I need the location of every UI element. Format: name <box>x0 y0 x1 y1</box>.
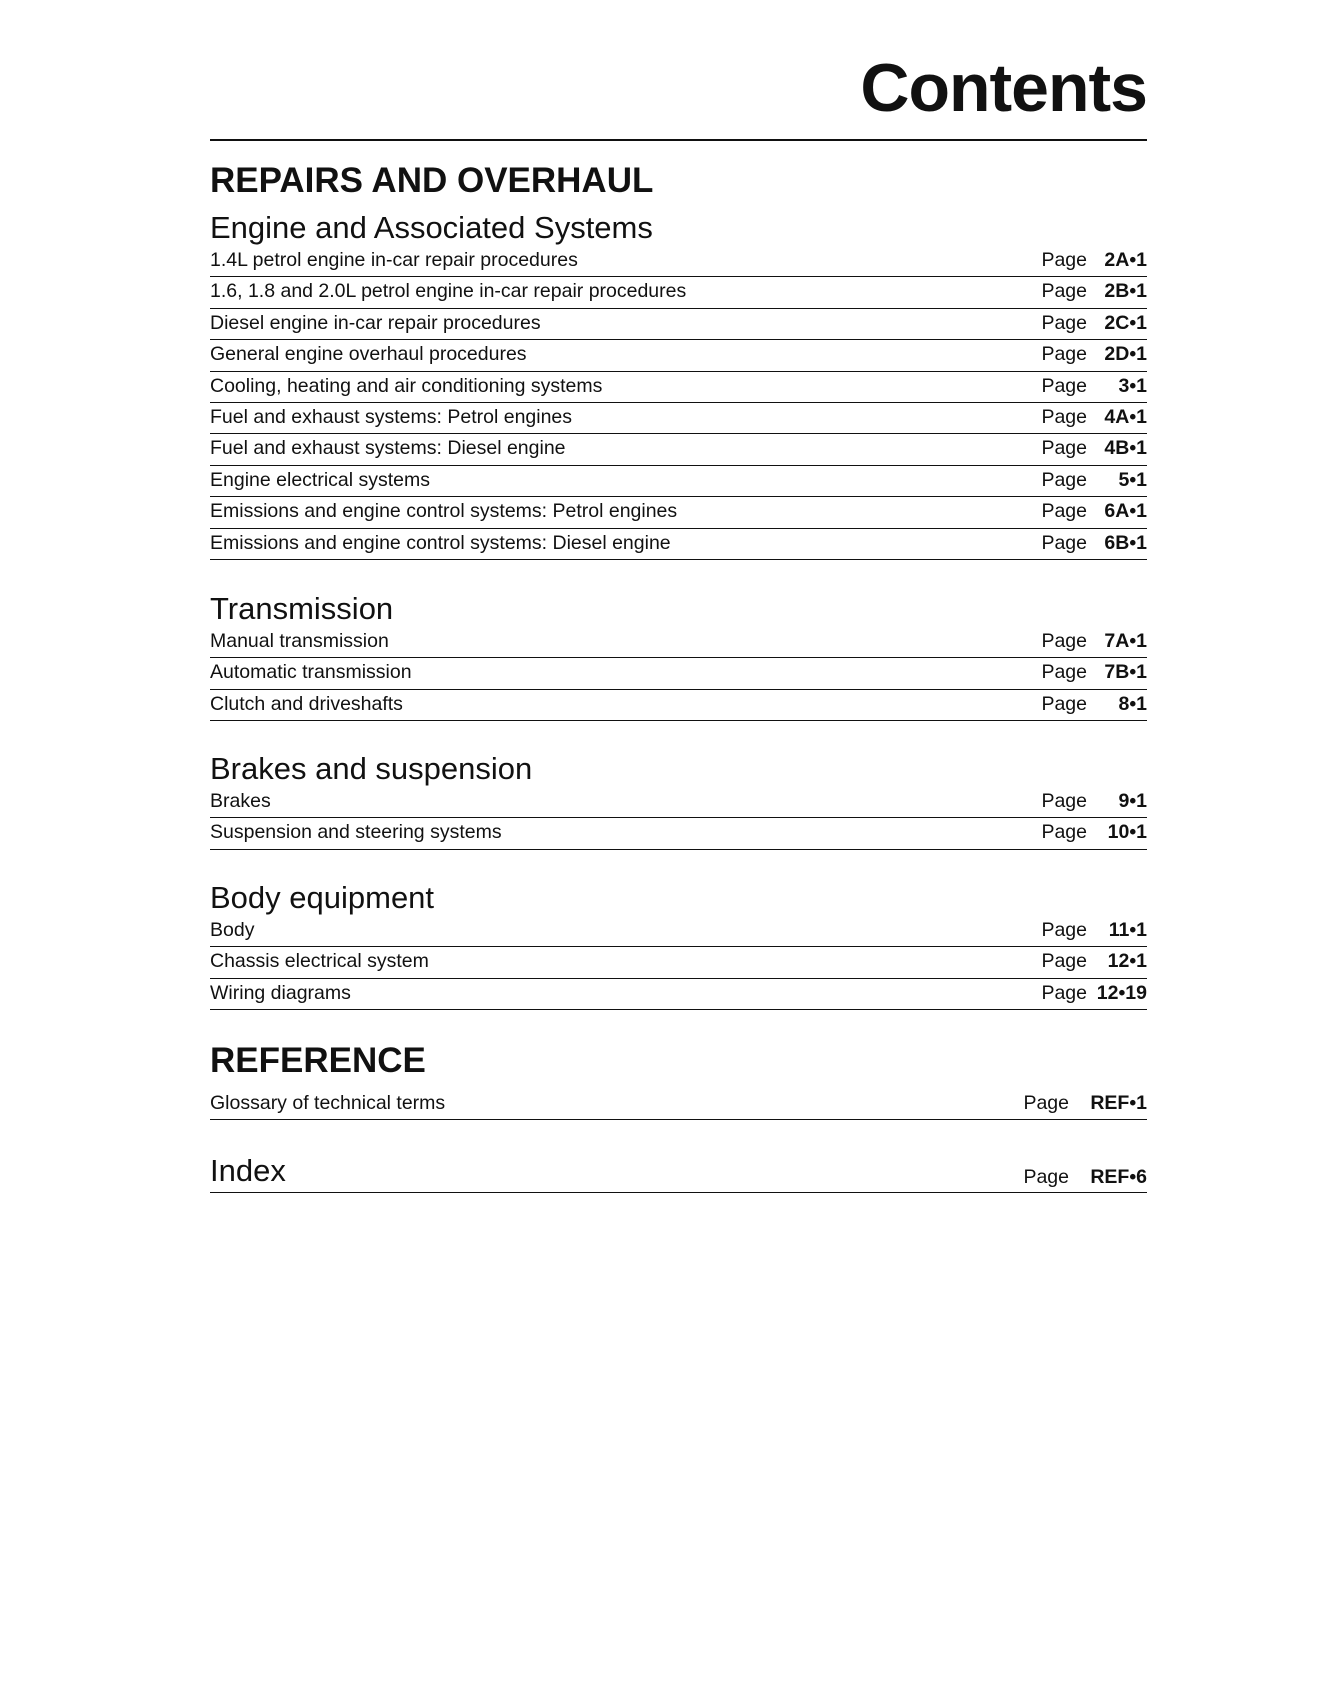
page-number: 12•1 <box>1107 950 1147 973</box>
toc-entry[interactable] <box>210 690 1147 721</box>
page-label: Page <box>1041 790 1087 812</box>
toc-entry[interactable] <box>210 947 1147 978</box>
entry-title: Wiring diagrams <box>210 981 351 1004</box>
toc-entry[interactable] <box>210 627 1147 658</box>
entry-title: Emissions and engine control systems: Diesel engine <box>210 531 671 554</box>
page-number: 2B•1 <box>1104 280 1147 303</box>
page-label: Page <box>1041 311 1087 334</box>
page-number: 6B•1 <box>1104 531 1147 554</box>
toc-entry[interactable] <box>210 372 1147 403</box>
page-label: Page <box>1041 280 1087 303</box>
page-label: Page <box>1041 821 1087 844</box>
page-number: 2D•1 <box>1104 343 1147 366</box>
index-entry[interactable] <box>210 1153 1147 1193</box>
page-number: 8•1 <box>1118 692 1147 715</box>
toc-entry[interactable] <box>210 277 1147 308</box>
toc-entry[interactable] <box>210 246 1147 277</box>
page-label: Page <box>1041 500 1087 523</box>
page-number: 4B•1 <box>1104 437 1147 460</box>
toc-entry[interactable] <box>210 309 1147 340</box>
entry-title: 1.6, 1.8 and 2.0L petrol engine in-car repair procedures <box>210 280 687 303</box>
toc-entry[interactable] <box>210 1089 1147 1120</box>
index-heading: Index <box>210 1153 286 1188</box>
title-rule <box>210 139 1147 141</box>
toc-entry[interactable] <box>210 497 1147 528</box>
page-number: REF•1 <box>1090 1092 1147 1114</box>
transmission-entries <box>210 627 1147 721</box>
entry-title: 1.4L petrol engine in-car repair procedures <box>210 249 578 271</box>
entry-title: Body <box>210 919 255 941</box>
toc-entry[interactable] <box>210 787 1147 818</box>
page-label: Page <box>1023 1166 1069 1188</box>
toc-entry[interactable] <box>210 916 1147 947</box>
entry-title: Fuel and exhaust systems: Diesel engine <box>210 437 566 460</box>
page-label: Page <box>1041 630 1087 652</box>
entry-title: Automatic transmission <box>210 661 412 684</box>
page-label: Page <box>1041 374 1087 397</box>
section-heading-body: Body equipment <box>210 880 435 915</box>
entry-title: Manual transmission <box>210 630 389 652</box>
page-label: Page <box>1041 468 1087 491</box>
page-label: Page <box>1041 531 1087 554</box>
page-label: Page <box>1041 661 1087 684</box>
toc-entry[interactable] <box>210 340 1147 371</box>
toc-entry[interactable] <box>210 403 1147 434</box>
entry-title: Suspension and steering systems <box>210 821 502 844</box>
page-label: Page <box>1041 919 1087 941</box>
toc-entry[interactable] <box>210 818 1147 849</box>
toc-entry[interactable] <box>210 658 1147 689</box>
page-number: 4A•1 <box>1104 405 1147 428</box>
toc-entry[interactable] <box>210 434 1147 465</box>
page-number: 2C•1 <box>1104 311 1147 334</box>
reference-heading: REFERENCE <box>210 1041 426 1080</box>
page-title: Contents <box>860 50 1147 126</box>
page-number: 10•1 <box>1107 821 1147 844</box>
entry-title: Clutch and driveshafts <box>210 692 403 715</box>
brakes-entries <box>210 787 1147 850</box>
toc-entry[interactable] <box>210 466 1147 497</box>
toc-entry[interactable] <box>210 529 1147 560</box>
page-number: 6A•1 <box>1104 500 1147 523</box>
section-heading-brakes: Brakes and suspension <box>210 751 533 786</box>
page-label: Page <box>1041 692 1087 715</box>
page-number: 5•1 <box>1118 468 1147 491</box>
section-heading-engine: Engine and Associated Systems <box>210 210 653 245</box>
entry-title: General engine overhaul procedures <box>210 343 527 366</box>
page-number: 9•1 <box>1118 790 1147 812</box>
entry-title: Cooling, heating and air conditioning systems <box>210 374 603 397</box>
page-number: REF•6 <box>1090 1166 1147 1188</box>
entry-title: Brakes <box>210 790 271 812</box>
page-number: 11•1 <box>1108 919 1147 941</box>
entry-title: Chassis electrical system <box>210 950 429 973</box>
entry-title: Fuel and exhaust systems: Petrol engines <box>210 405 573 428</box>
page-label: Page <box>1041 437 1087 460</box>
page-number: 3•1 <box>1118 374 1147 397</box>
body-entries <box>210 916 1147 1010</box>
page-number: 7B•1 <box>1104 661 1147 684</box>
engine-entries <box>210 246 1147 560</box>
entry-title: Diesel engine in-car repair procedures <box>210 311 541 334</box>
entry-title: Engine electrical systems <box>210 468 431 491</box>
page-label: Page <box>1041 405 1087 428</box>
reference-entries <box>210 1089 1147 1120</box>
page-number: 7A•1 <box>1104 630 1147 652</box>
entry-title: Glossary of technical terms <box>210 1092 446 1114</box>
section-heading-transmission: Transmission <box>210 591 394 626</box>
page-number: 12•19 <box>1096 981 1147 1004</box>
page-label: Page <box>1023 1092 1069 1114</box>
page-label: Page <box>1041 981 1087 1004</box>
page-label: Page <box>1041 950 1087 973</box>
page-label: Page <box>1041 343 1087 366</box>
page-number: 2A•1 <box>1104 249 1147 271</box>
toc-entry[interactable] <box>210 979 1147 1010</box>
repairs-heading: REPAIRS AND OVERHAUL <box>210 161 654 200</box>
page-label: Page <box>1041 249 1087 271</box>
entry-title: Emissions and engine control systems: Petrol engines <box>210 500 678 523</box>
